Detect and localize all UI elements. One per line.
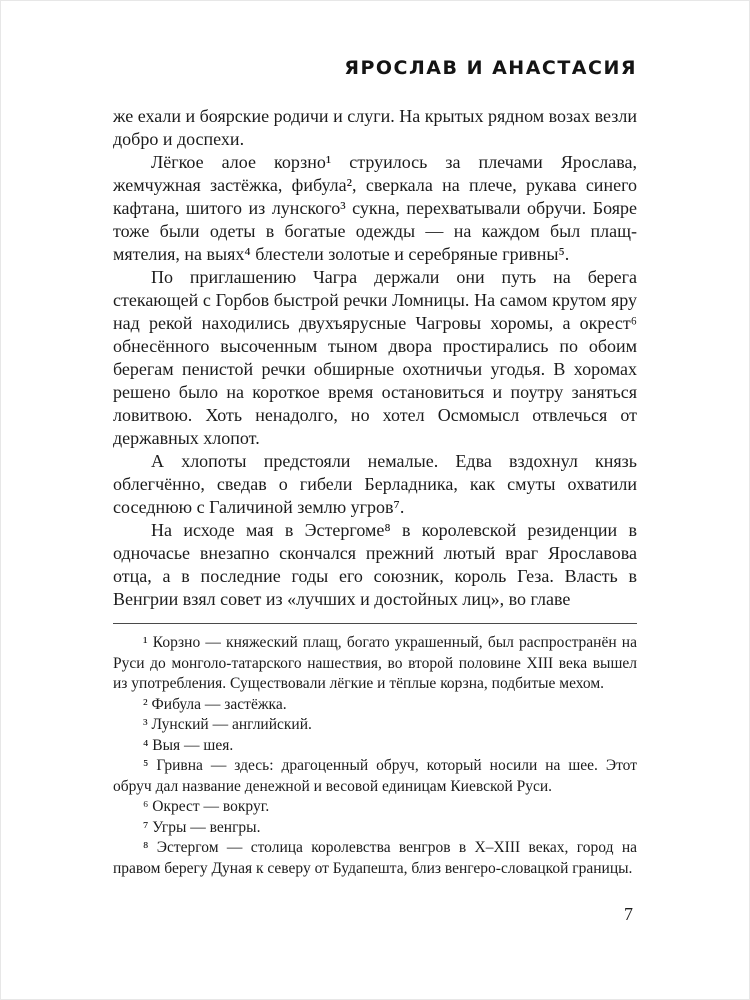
footnote: ⁷ Угры — венгры. [143, 818, 261, 836]
paragraph: же ехали и боярские родичи и слуги. На крытых рядном возах везли добро и доспехи. [113, 106, 637, 149]
footnote: ⁴ Выя — шея. [143, 736, 234, 754]
paragraph: А хлопоты предстояли немалые. Едва вздохнул князь облегчённо, сведав о гибели Берладника, как смуты охватили соседнюю с Галичиной землю угров⁷. [113, 451, 637, 517]
page-number: 7 [624, 904, 633, 924]
footnote: ⁸ Эстергом — столица королевства венгров в X–XIII веках, город на правом берегу Дуная к северу от Будапешта, близ венгеро-словацкой границы. [113, 839, 637, 877]
footnotes [113, 633, 637, 879]
running-head-title: ЯРОСЛАВ И АНАСТАСИЯ [344, 57, 637, 79]
footnote: ² Фибула — застёжка. [143, 695, 287, 713]
footnote: ⁵ Гривна — здесь: драгоценный обруч, который носили на шее. Этот обруч дал название денежной и весовой единицам Киевской Руси. [113, 757, 637, 795]
paragraph: Лёгкое алое корзно¹ струилось за плечами Ярослава, жемчужная застёжка, фибула², сверкала на плече, рукава синего кафтана, шитого из лунского³ сукна, перехватывали обручи. Бояре тоже были одеты в богатые одежды — на каждом был плащ-мятелия, на выях⁴ блестели золотые и серебряные гривны⁵. [113, 152, 637, 264]
paragraph: На исходе мая в Эстергоме⁸ в королевской резиденции в одночасье внезапно скончался прежний лютый враг Ярославова отца, а в последние годы его союзник, король Геза. Власть в Венгрии взял совет из «лучших и достойных лиц», во главе [113, 520, 637, 609]
footnote: ³ Лунский — английский. [143, 716, 312, 733]
body-text [113, 105, 637, 611]
footnote-divider [113, 623, 637, 624]
footnote: ⁶ Окрест — вокруг. [143, 798, 270, 815]
footnote: ¹ Корзно — княжеский плащ, богато украшенный, был распространён на Руси до монголо-татарского нашествия, во второй половине XIII века вышел из употребления. Существовали лёгкие и тёплые корзна, подбитые мехом. [113, 634, 637, 692]
paragraph: По приглашению Чагра держали они путь на берега стекающей с Горбов быстрой речки Ломницы. На самом крутом яру над рекой находились двухъярусные Чагровы хоромы, а окрест⁶ обнесённого высоченным тыном двора простирались по обоим берегам пенистой речки обширные охотничьи угодья. В хоромах решено было на короткое время остановиться и поутру заняться ловитвою. Хоть ненадолго, но хотел Осмомысл отвлечься от державных хлопот. [113, 267, 637, 448]
